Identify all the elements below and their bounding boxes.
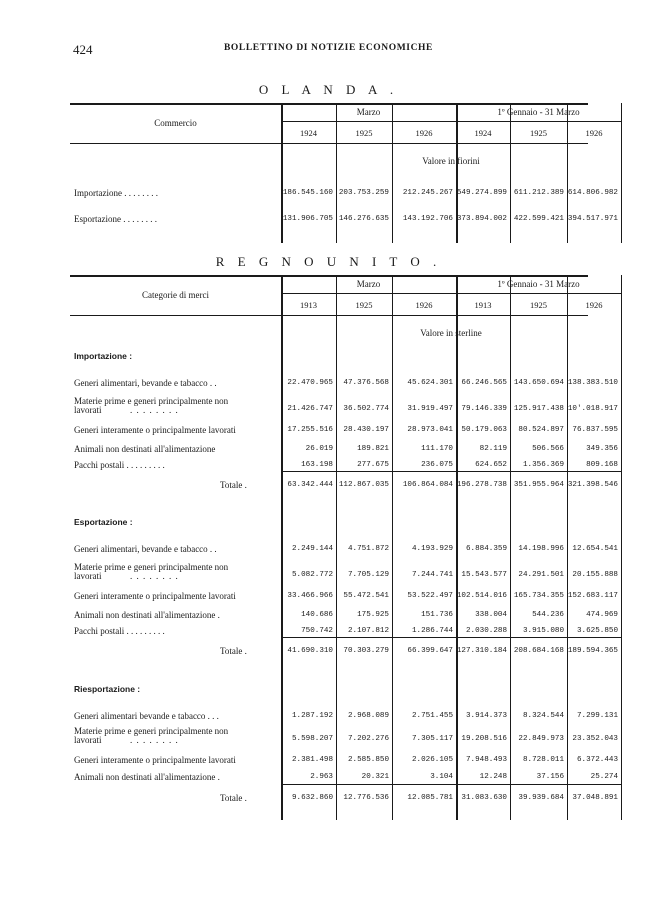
regno-importazione-value-cell: 45.624.301 [407, 379, 453, 387]
regno-importazione-total-cell: 351.955.964 [513, 481, 564, 489]
regno-esportazione-value-cell: 15.543.577 [461, 571, 507, 579]
regno-esportazione-value-cell: 3.915.080 [522, 627, 564, 635]
regno-riesportazione-value-cell: 2.968.089 [347, 712, 389, 720]
regno-importazione-value-cell: 22.470.965 [287, 379, 333, 387]
regno-importazione-value-cell: 31.919.497 [407, 405, 453, 413]
regno-riesportazione-value-cell: 7.202.276 [347, 735, 389, 743]
olanda-year-header: 1925 [355, 128, 373, 138]
regno-importazione-value-cell: 236.075 [421, 461, 453, 469]
regno-riesportazione-total-cell: 12.085.781 [407, 794, 453, 802]
regno-importazione-row-dots: . . . . . . . . [130, 405, 179, 415]
regno-importazione-total-cell: 112.867.035 [338, 481, 389, 489]
regno-riesportazione-value-cell: 2.963 [310, 773, 333, 781]
regno-esportazione-value-cell: 4.751.872 [347, 545, 389, 553]
regno-importazione-total-cell: 106.864.084 [402, 481, 453, 489]
olanda-row-label: Importazione . . . . . . . . [74, 188, 158, 198]
regno-importazione-value-cell: 66.246.565 [461, 379, 507, 387]
olanda-year-header: 1926 [585, 128, 603, 138]
olanda-value-cell: 373.894.002 [456, 215, 507, 223]
regno-importazione-value-cell: 47.376.568 [343, 379, 389, 387]
regno-year-header: 1925 [530, 300, 547, 310]
regno-importazione-total-rule [281, 471, 621, 472]
regno-year-header: 1913 [300, 300, 317, 310]
olanda-value-cell: 614.806.982 [567, 189, 618, 197]
regno-riesportazione-row-label: Generi alimentari bevande e tabacco . . . [74, 711, 219, 721]
regno-riesportazione-total-cell: 31.083.630 [461, 794, 507, 802]
regno-riesportazione-value-cell: 2.381.498 [291, 756, 333, 764]
regno-group-gennaio-marzo: 1º Gennaio - 31 Marzo [497, 279, 580, 289]
regno-esportazione-value-cell: 140.686 [301, 611, 333, 619]
regno-riesportazione-value-cell: 37.156 [536, 773, 564, 781]
regno-esportazione-row-label: Generi alimentari, bevande e tabacco . . [74, 544, 217, 554]
olanda-year-header: 1924 [474, 128, 492, 138]
olanda-value-cell: 422.599.421 [513, 215, 564, 223]
regno-riesportazione-value-cell: 2.751.455 [411, 712, 453, 720]
regno-first-header: Categorie di merci [142, 290, 209, 300]
regno-esportazione-value-cell: 55.472.541 [343, 592, 389, 600]
regno-esportazione-value-cell: 1.286.744 [411, 627, 453, 635]
regno-esportazione-value-cell: 474.969 [586, 611, 618, 619]
regno-year-header: 1925 [355, 300, 373, 310]
regno-importazione-value-cell: 349.356 [586, 445, 618, 453]
olanda-group-gennaio-marzo: 1º Gennaio - 31 Marzo [497, 107, 580, 117]
regno-importazione-value-cell: 125.917.438 [513, 405, 564, 413]
regno-riesportazione-value-cell: 1.287.192 [291, 712, 333, 720]
olanda-title: O L A N D A . [258, 82, 399, 97]
regno-esportazione-value-cell: 14.198.996 [518, 545, 564, 553]
regno-riesportazione-value-cell: 2.026.105 [411, 756, 453, 764]
regno-importazione-value-cell: 17.255.516 [287, 426, 333, 434]
regno-importazione-value-cell: 50.179.063 [461, 426, 507, 434]
olanda-value-cell: 146.276.635 [338, 215, 389, 223]
regno-importazione-value-cell: 26.019 [305, 445, 333, 453]
regno-unito-table [70, 275, 618, 820]
regno-esportazione-total-cell: 189.594.365 [567, 647, 618, 655]
regno-riesportazione-total-label: Totale . [220, 793, 247, 803]
regno-riesportazione-value-cell: 6.372.443 [576, 756, 618, 764]
regno-riesportazione-value-cell: 8.728.011 [522, 756, 564, 764]
regno-esportazione-value-cell: 53.522.497 [407, 592, 453, 600]
regno-esportazione-total-cell: 66.399.647 [407, 647, 453, 655]
regno-riesportazione-value-cell: 20.321 [361, 773, 389, 781]
regno-importazione-row-label: Pacchi postali . . . . . . . . . [74, 460, 165, 470]
regno-importazione-value-cell: 189.821 [357, 445, 389, 453]
regno-importazione-value-cell: 809.168 [586, 461, 618, 469]
regno-esportazione-row-dots: . . . . . . . . [130, 571, 179, 581]
regno-importazione-row-label: Materie prime e generi principalmente non [74, 396, 229, 406]
olanda-year-header: 1926 [415, 128, 433, 138]
regno-riesportazione-row-dots: . . . . . . . . [130, 735, 179, 745]
regno-importazione-value-cell: 506.566 [532, 445, 564, 453]
olanda-first-header: Commercio [154, 118, 197, 128]
olanda-value-cell: 143.192.706 [402, 215, 453, 223]
regno-importazione-row-label-cont: lavorati [74, 405, 102, 415]
olanda-table [70, 103, 618, 243]
olanda-col-rule [621, 103, 622, 243]
regno-esportazione-total-cell: 70.303.279 [343, 647, 389, 655]
regno-esportazione-total-rule [281, 637, 621, 638]
regno-importazione-value-cell: 138.383.510 [567, 379, 618, 387]
regno-riesportazione-total-cell: 37.048.891 [572, 794, 618, 802]
regno-riesportazione-value-cell: 12.248 [479, 773, 507, 781]
regno-esportazione-value-cell: 24.291.501 [518, 571, 564, 579]
regno-esportazione-value-cell: 165.734.355 [513, 592, 564, 600]
regno-importazione-total-label: Totale . [220, 480, 247, 490]
regno-esportazione-heading: Esportazione : [74, 517, 133, 527]
regno-riesportazione-total-cell: 9.632.860 [291, 794, 333, 802]
regno-importazione-value-cell: 80.524.897 [518, 426, 564, 434]
regno-riesportazione-value-cell: 22.849.973 [518, 735, 564, 743]
regno-esportazione-value-cell: 7.244.741 [411, 571, 453, 579]
regno-unito-title: R E G N O U N I T O . [215, 254, 442, 269]
regno-esportazione-value-cell: 175.925 [357, 611, 389, 619]
regno-esportazione-value-cell: 6.884.359 [465, 545, 507, 553]
regno-esportazione-value-cell: 2.249.144 [291, 545, 333, 553]
regno-riesportazione-value-cell: 7.305.117 [411, 735, 453, 743]
olanda-year-header: 1925 [530, 128, 547, 138]
olanda-unit-label: Valore in fiorini [422, 156, 480, 166]
olanda-value-cell: 212.245.267 [402, 189, 453, 197]
regno-riesportazione-total-cell: 39.939.684 [518, 794, 564, 802]
olanda-row-label: Esportazione . . . . . . . . [74, 214, 157, 224]
regno-importazione-total-cell: 321.398.546 [567, 481, 618, 489]
regno-esportazione-total-cell: 208.684.168 [513, 647, 564, 655]
regno-esportazione-value-cell: 544.236 [532, 611, 564, 619]
olanda-value-cell: 611.212.389 [513, 189, 564, 197]
regno-importazione-value-cell: 111.170 [421, 445, 453, 453]
regno-importazione-value-cell: 163.198 [301, 461, 333, 469]
regno-esportazione-value-cell: 4.193.929 [411, 545, 453, 553]
page-number: 424 [73, 42, 93, 57]
regno-importazione-value-cell: 1.356.369 [522, 461, 564, 469]
olanda-group-rule [281, 121, 621, 122]
regno-esportazione-value-cell: 20.155.888 [572, 571, 618, 579]
regno-importazione-total-cell: 63.342.444 [287, 481, 333, 489]
regno-esportazione-value-cell: 7.705.129 [347, 571, 389, 579]
regno-esportazione-row-label: Animali non destinati all'alimentazione . [74, 610, 220, 620]
regno-riesportazione-total-rule [281, 784, 621, 785]
regno-riesportazione-value-cell: 7.948.493 [465, 756, 507, 764]
regno-importazione-value-cell: 143.650.694 [513, 379, 564, 387]
regno-esportazione-value-cell: 2.030.288 [465, 627, 507, 635]
regno-importazione-value-cell: 76.837.595 [572, 426, 618, 434]
regno-esportazione-row-label: Generi interamente o principalmente lavorati [74, 591, 236, 601]
regno-esportazione-value-cell: 12.654.541 [572, 545, 618, 553]
regno-group-rule [281, 293, 621, 294]
olanda-value-cell: 549.274.899 [456, 189, 507, 197]
regno-group-marzo: Marzo [356, 279, 381, 289]
regno-esportazione-row-label: Materie prime e generi principalmente non [74, 562, 229, 572]
regno-riesportazione-value-cell: 8.324.544 [522, 712, 564, 720]
olanda-value-cell: 131.906.705 [282, 215, 333, 223]
regno-year-header: 1926 [585, 300, 603, 310]
olanda-value-cell: 203.753.259 [338, 189, 389, 197]
regno-riesportazione-value-cell: 3.914.373 [465, 712, 507, 720]
regno-riesportazione-value-cell: 19.208.516 [461, 735, 507, 743]
regno-esportazione-row-label: Pacchi postali . . . . . . . . . [74, 626, 165, 636]
regno-esportazione-value-cell: 5.082.772 [291, 571, 333, 579]
regno-esportazione-value-cell: 2.107.812 [347, 627, 389, 635]
regno-esportazione-value-cell: 152.683.117 [567, 592, 618, 600]
regno-riesportazione-row-label: Animali non destinati all'alimentazione . [74, 772, 220, 782]
regno-esportazione-total-cell: 127.310.184 [456, 647, 507, 655]
regno-riesportazione-value-cell: 7.299.131 [576, 712, 618, 720]
regno-riesportazione-row-label-cont: lavorati [74, 735, 102, 745]
olanda-value-cell: 186.545.160 [282, 189, 333, 197]
olanda-value-cell: 394.517.971 [567, 215, 618, 223]
running-title: BOLLETTINO DI NOTIZIE ECONOMICHE [224, 43, 433, 53]
regno-importazione-value-cell: 21.426.747 [287, 405, 333, 413]
regno-riesportazione-total-cell: 12.776.536 [343, 794, 389, 802]
regno-importazione-heading: Importazione : [74, 351, 133, 361]
olanda-year-header: 1924 [300, 128, 317, 138]
regno-esportazione-value-cell: 33.466.966 [287, 592, 333, 600]
regno-riesportazione-value-cell: 5.598.207 [291, 735, 333, 743]
regno-importazione-value-cell: 277.675 [357, 461, 389, 469]
regno-importazione-value-cell: 36.502.774 [343, 405, 389, 413]
regno-importazione-row-label: Animali non destinati all'alimentazione [74, 444, 216, 454]
regno-riesportazione-value-cell: 25.274 [590, 773, 618, 781]
regno-importazione-value-cell: 28.973.041 [407, 426, 453, 434]
regno-year-header: 1913 [474, 300, 492, 310]
regno-esportazione-value-cell: 3.625.850 [576, 627, 618, 635]
regno-esportazione-value-cell: 102.514.016 [456, 592, 507, 600]
regno-col-rule [621, 275, 622, 820]
regno-unit-label: Valore in sterline [420, 328, 482, 338]
regno-importazione-value-cell: 10'.018.917 [567, 405, 618, 413]
regno-esportazione-row-label-cont: lavorati [74, 571, 102, 581]
regno-importazione-value-cell: 624.652 [475, 461, 507, 469]
regno-riesportazione-value-cell: 23.352.043 [572, 735, 618, 743]
regno-importazione-value-cell: 79.146.339 [461, 405, 507, 413]
regno-riesportazione-row-label: Materie prime e generi principalmente non [74, 726, 229, 736]
regno-importazione-total-cell: 196.278.738 [456, 481, 507, 489]
regno-riesportazione-value-cell: 3.104 [430, 773, 453, 781]
regno-year-header: 1926 [415, 300, 433, 310]
regno-esportazione-value-cell: 750.742 [301, 627, 333, 635]
regno-importazione-value-cell: 28.430.197 [343, 426, 389, 434]
regno-riesportazione-value-cell: 2.585.850 [347, 756, 389, 764]
regno-importazione-row-label: Generi alimentari, bevande e tabacco . . [74, 378, 217, 388]
regno-riesportazione-row-label: Generi interamente o principalmente lavorati [74, 755, 236, 765]
regno-esportazione-total-cell: 41.690.310 [287, 647, 333, 655]
olanda-group-marzo: Marzo [356, 107, 381, 117]
regno-esportazione-value-cell: 338.004 [475, 611, 507, 619]
regno-importazione-row-label: Generi interamente o principalmente lavorati [74, 425, 236, 435]
regno-esportazione-total-label: Totale . [220, 646, 247, 656]
regno-esportazione-value-cell: 151.736 [421, 611, 453, 619]
regno-riesportazione-heading: Riesportazione : [74, 684, 141, 694]
regno-importazione-value-cell: 82.119 [479, 445, 507, 453]
